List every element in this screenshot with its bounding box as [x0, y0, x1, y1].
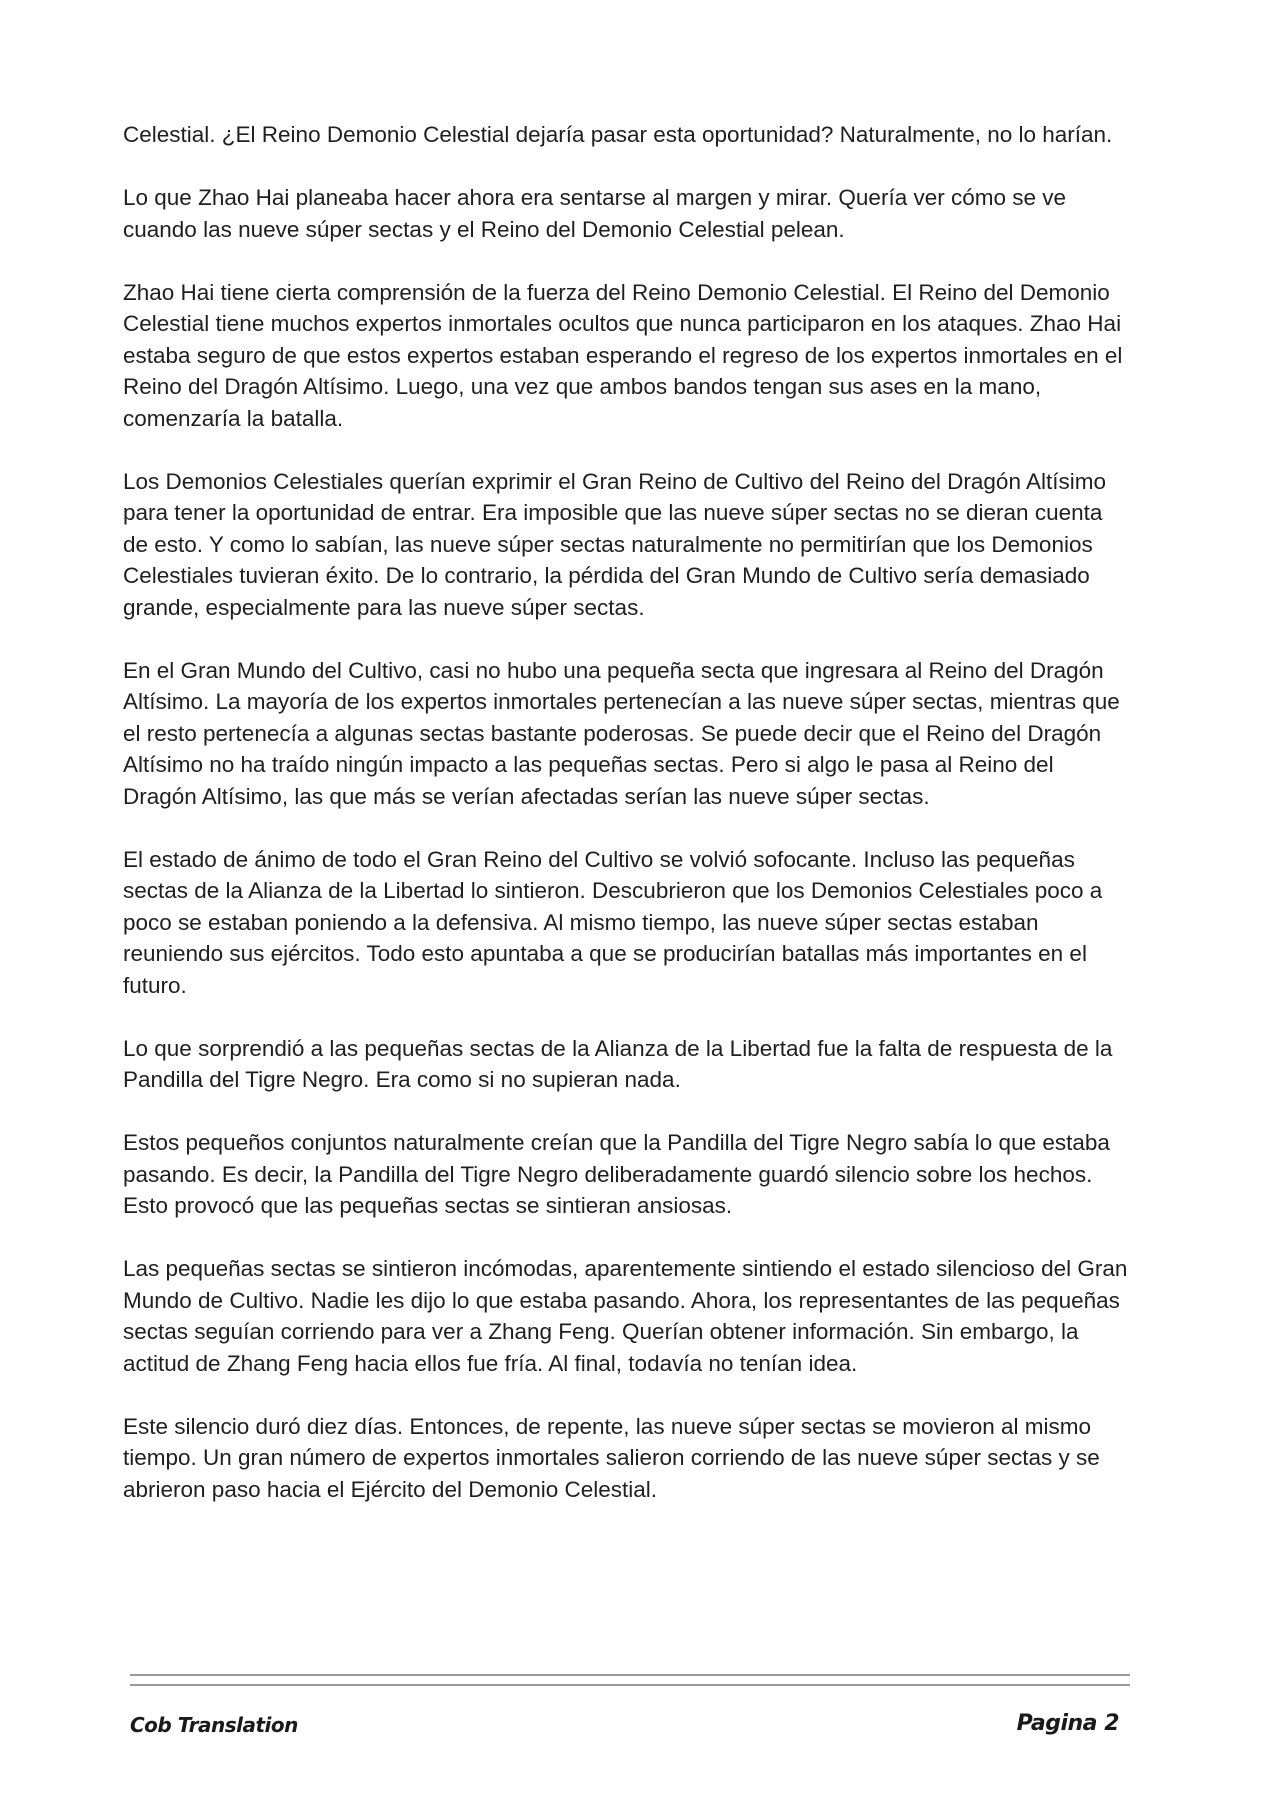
paragraph: Lo que Zhao Hai planeaba hacer ahora era sentarse al margen y mirar. Quería ver cómo se ve cuando las nueve súper sectas y el Reino del Demonio Celestial pelean. [123, 185, 1067, 242]
footer-divider-bottom [130, 1684, 1130, 1686]
footer-translator-credit: Cob Translation [130, 1713, 298, 1737]
paragraph: Lo que sorprendió a las pequeñas sectas de la Alianza de la Libertad fue la falta de respuesta de la Pandilla del Tigre Negro. Era como si no supieran nada. [123, 1035, 1113, 1092]
paragraph: En el Gran Mundo del Cultivo, casi no hubo una pequeña secta que ingresara al Reino del Dragón Altísimo. La mayoría de los expertos inmortales pertenecían a las nueve súper sectas, mientras que el resto pertenecía a algunas sectas bastante poderosas. Se puede decir que el Reino del Dragón Altísimo no ha traído ningún impacto a las pequeñas sectas. Pero si algo le pasa al Reino del Dragón Altísimo, las que más se verían afectadas serían las nueve súper sectas. [123, 657, 1120, 809]
paragraph: Los Demonios Celestiales querían exprimir el Gran Reino de Cultivo del Reino del Dragón Altísimo para tener la oportunidad de entrar. Era imposible que las nueve súper sectas no se dieran cuenta de esto. Y como lo sabían, las nueve súper sectas naturalmente no permitirían que los Demonios Celestiales tuvieran éxito. De lo contrario, la pérdida del Gran Mundo de Cultivo sería demasiado grande, especialmente para las nueve súper sectas. [123, 468, 1106, 620]
footer-divider-top [130, 1674, 1130, 1676]
paragraph: Zhao Hai tiene cierta comprensión de la fuerza del Reino Demonio Celestial. El Reino del Demonio Celestial tiene muchos expertos inmortales ocultos que nunca participaron en los ataques. Zhao Hai estaba seguro de que estos expertos estaban esperando el regreso de los expertos inmortales en el Reino del Dragón Altísimo. Luego, una vez que ambos bandos tengan sus ases en la mano, comenzaría la batalla. [123, 279, 1123, 431]
paragraph: El estado de ánimo de todo el Gran Reino del Cultivo se volvió sofocante. Incluso las pequeñas sectas de la Alianza de la Libertad lo sintieron. Descubrieron que los Demonios Celestiales poco a poco se estaban poniendo a la defensiva. Al mismo tiempo, las nueve súper sectas estaban reuniendo sus ejércitos. Todo esto apuntaba a que se producirían batallas más importantes en el futuro. [123, 846, 1103, 998]
paragraph: Las pequeñas sectas se sintieron incómodas, aparentemente sintiendo el estado silencioso del Gran Mundo de Cultivo. Nadie les dijo lo que estaba pasando. Ahora, los representantes de las pequeñas sectas seguían corriendo para ver a Zhang Feng. Querían obtener información. Sin embargo, la actitud de Zhang Feng hacia ellos fue fría. Al final, todavía no tenían idea. [123, 1256, 1128, 1376]
paragraph: Este silencio duró diez días. Entonces, de repente, las nueve súper sectas se movieron al mismo tiempo. Un gran número de expertos inmortales salieron corriendo de las nueve súper sectas y se abrieron paso hacia el Ejército del Demonio Celestial. [123, 1413, 1100, 1502]
body-text [123, 119, 1133, 1537]
paragraph: Estos pequeños conjuntos naturalmente creían que la Pandilla del Tigre Negro sabía lo que estaba pasando. Es decir, la Pandilla del Tigre Negro deliberadamente guardó silencio sobre los hechos. Esto provocó que las pequeñas sectas se sintieran ansiosas. [123, 1130, 1110, 1218]
paragraph: Celestial. ¿El Reino Demonio Celestial dejaría pasar esta oportunidad? Naturalmente, no lo harían. [123, 122, 1113, 147]
footer-page-number: Pagina 2 [1016, 1711, 1119, 1736]
